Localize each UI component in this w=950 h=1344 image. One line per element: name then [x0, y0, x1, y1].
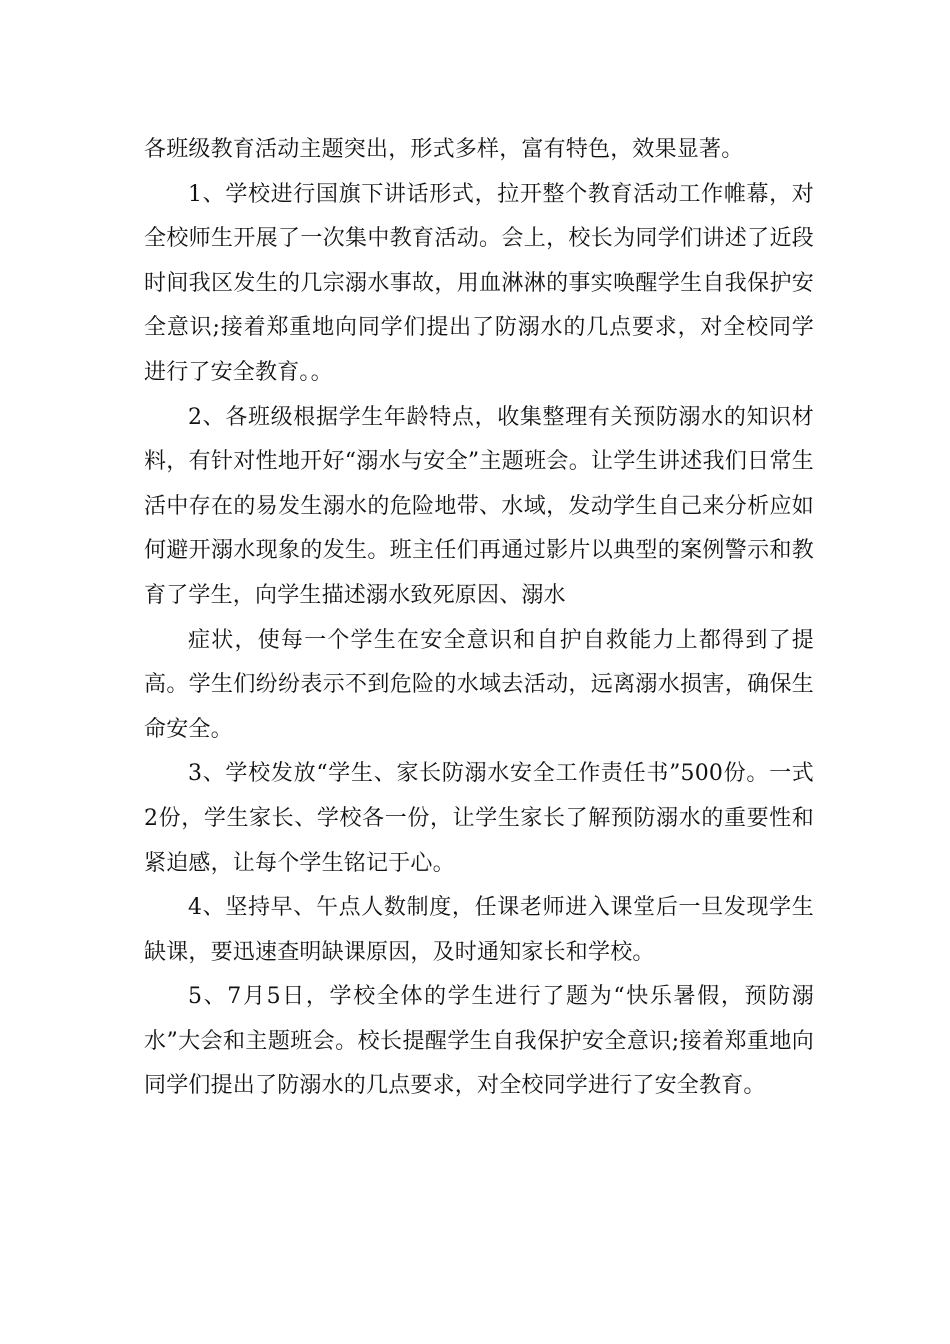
paragraph-item-2-continued: 症状，使每一个学生在安全意识和自护自救能力上都得到了提高。学生们纷纷表示不到危险的水域去活动，远离溺水损害，确保生命安全。: [144, 627, 814, 742]
paragraph-item-4: 4、坚持早、午点人数制度，任课老师进入课堂后一旦发现学生缺课，要迅速查明缺课原因，及时通知家长和学校。: [144, 895, 814, 965]
paragraph-item-1: 1、学校进行国旗下讲话形式，拉开整个教育活动工作帷幕，对全校师生开展了一次集中教育活动。会上，校长为同学们讲述了近段时间我区发生的几宗溺水事故，用血淋淋的事实唤醒学生自我保护安全意识;接着郑重地向同学们提出了防溺水的几点要求，对全校同学进行了安全教育。。: [144, 181, 814, 385]
paragraph-item-2: 2、各班级根据学生年龄特点，收集整理有关预防溺水的知识材料，有针对性地开好“溺水与安全”主题班会。让学生讲述我们日常生活中存在的易发生溺水的危险地带、水域，发动学生自己来分析应如何避开溺水现象的发生。班主任们再通过影片以典型的案例警示和教育了学生，向学生描述溺水致死原因、溺水: [144, 404, 814, 608]
paragraph-summary: 各班级教育活动主题突出，形式多样，富有特色，效果显著。: [144, 137, 744, 162]
paragraph-item-3: 3、学校发放“学生、家长防溺水安全工作责任书”500份。一式2份，学生家长、学校各一份，让学生家长了解预防溺水的重要性和紧迫感，让每个学生铭记于心。: [144, 761, 814, 876]
paragraph-item-5: 5、7月5日，学校全体的学生进行了题为“快乐暑假，预防溺水”大会和主题班会。校长提醒学生自我保护安全意识;接着郑重地向同学们提出了防溺水的几点要求，对全校同学进行了安全教育。: [144, 984, 814, 1099]
document-body: [144, 128, 814, 1109]
